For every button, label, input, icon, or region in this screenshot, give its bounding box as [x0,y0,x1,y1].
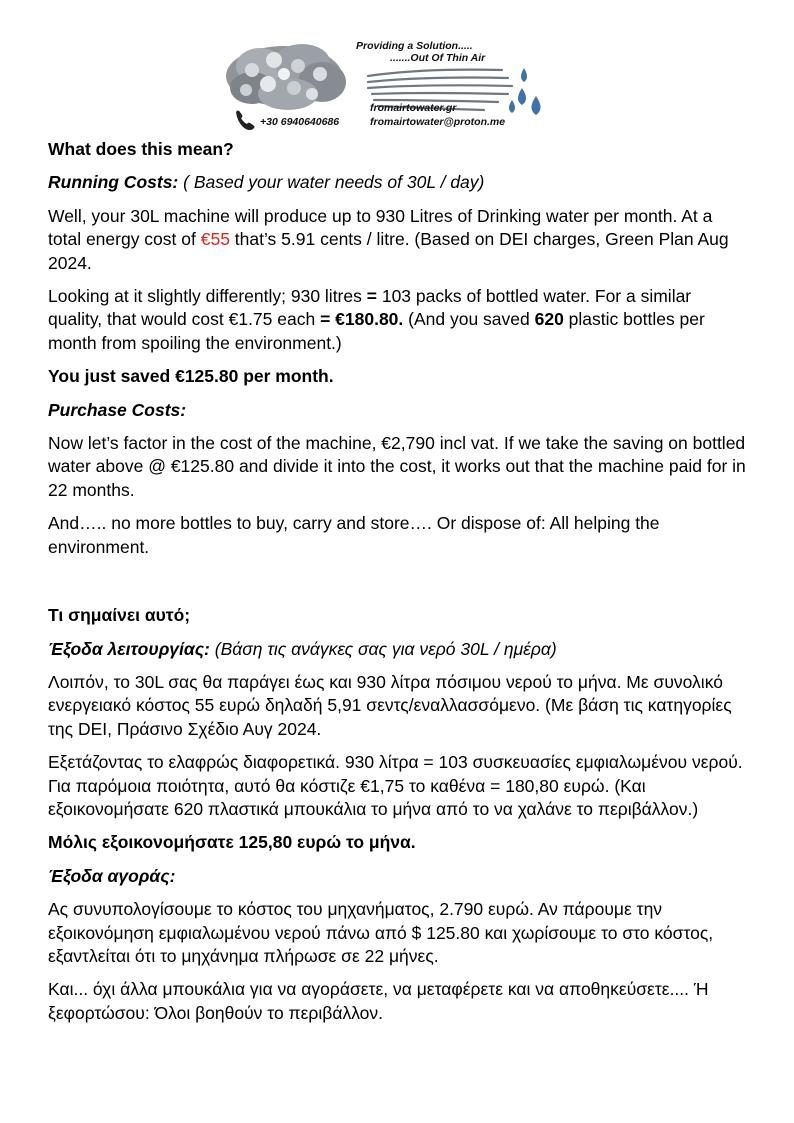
english-saved-line: You just saved €125.80 per month. [48,366,334,387]
english-paragraph-1 [48,205,748,275]
greek-paragraph-3: Ας συνυπολογίσουμε το κόστος του μηχανήματος, 2.790 ευρώ. Αν πάρουμε την εξοικονόμηση εμφιαλωμένου νερού πάνω από $ 125.80 και χωρίσουμε το στο κόστος, εξαντλείται ότι το μηχάνημα πλήρωσε σε 22 μήνες. [48,899,714,966]
greek-purchase-costs-label: Έξοδα αγοράς: [48,865,176,886]
para2-text-a: Looking at it slightly differently; 930 litres [48,286,367,307]
para2-text-c: (And you saved [403,309,535,330]
bottles-saved-count: 620 [534,309,564,330]
website-url[interactable]: fromairtowater.gr [370,102,457,114]
running-costs-note: ( Based your water needs of 30L / day) [178,172,485,193]
water-drops-icon [509,68,541,115]
purchase-costs-label: Purchase Costs: [48,399,187,420]
para2-equals: = [366,286,377,307]
english-paragraph-4: And….. no more bottles to buy, carry and store…. Or dispose of: All helping the environment. [48,513,660,557]
greek-heading: Τι σημαίνει αυτό; [48,605,191,626]
greek-running-costs-line [48,638,748,661]
running-costs-label: Running Costs: [48,172,179,193]
bottled-water-total: = €180.80. [320,309,404,330]
para1-text-a: Well, your 30L machine will produce up to 930 Litres of Drinking water per month. At a total energy cost of [48,205,713,250]
header-logo-banner [222,36,562,132]
running-costs-line [48,171,748,194]
greek-saved-line: Μόλις εξοικονομήσατε 125,80 ευρώ το μήνα. [48,832,416,853]
phone-number[interactable]: +30 6940640686 [260,116,340,128]
phone-icon [236,111,255,131]
english-heading: What does this mean? [48,139,234,159]
tagline-line-2: .......Out Of Thin Air [390,52,486,64]
greek-paragraph-4: Και... όχι άλλα μπουκάλια για να αγοράσετε, να μεταφέρετε και να αποθηκεύσετε.... Ή ξεφορτώσου: Όλοι βοηθούν το περιβάλλον. [48,979,709,1023]
greek-running-costs-label: Έξοδα λειτουργίας: [48,638,210,659]
cloud-bubbles-logo-icon [226,44,346,110]
para2-text-b: 103 packs of bottled water. For a similar quality, that would cost €1.75 each [48,286,692,330]
english-paragraph-3: Now let’s factor in the cost of the machine, €2,790 incl vat. If we take the saving on bottled water above @ €125.80 and divide it into the cost, it works out that the machine paid for in 22 months. [48,433,746,500]
para1-text-b: that’s 5.91 cents / litre. (Based on DEI charges, Green Plan Aug 2024. [48,229,729,273]
english-paragraph-2 [48,285,748,355]
tagline-line-1: Providing a Solution..... [356,40,473,52]
energy-cost-price: €55 [200,229,230,250]
greek-running-costs-note: (Βάση τις ανάγκες σας για νερό 30L / ημέρα) [209,638,557,659]
email-address[interactable]: fromairtowater@proton.me [370,116,506,128]
document-body [48,134,748,1025]
para2-text-d: plastic bottles per month from spoiling the environment.) [48,309,705,353]
greek-paragraph-2: Εξετάζοντας το ελαφρώς διαφορετικά. 930 λίτρα = 103 συσκευασίες εμφιαλωμένου νερού. Για παρόμοια ποιότητα, αυτό θα κόστιζε €1,75 το καθένα = 180,80 ευρώ. (Και εξοικονομήσατε 620 πλαστικά μπουκάλια το μήνα από το να χαλάνε το περιβάλλον.) [48,752,743,819]
greek-paragraph-1: Λοιπόν, το 30L σας θα παράγει έως και 930 λίτρα πόσιμου νερού το μήνα. Με συνολικό ενεργειακό κόστος 55 ευρώ δηλαδή 5,91 σεντς/εναλλασσόμενο. (Με βάση τις κατηγορίες της DEI, Πράσινο Σχέδιο Αυγ 2024. [48,671,732,739]
